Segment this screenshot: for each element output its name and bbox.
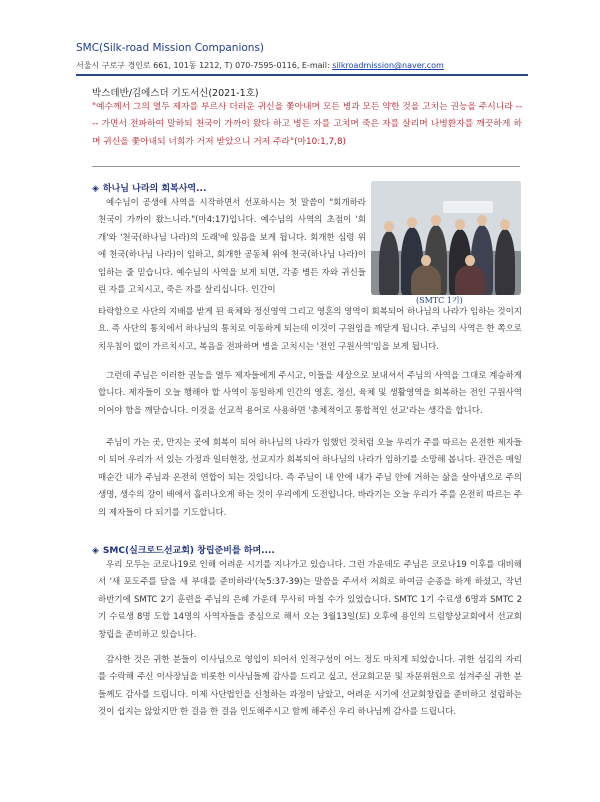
photo-person — [379, 231, 399, 295]
photo-person — [411, 265, 441, 295]
section2-paragraph-2: 감사한 것은 귀한 분들이 이사님으로 영입이 되어서 인적구성이 어느 정도 마치게 되었습니다. 귀한 섬김의 자리를 수락해 주신 이사장님을 비롯한 이사님들께 감사를 드리고 싶고, 선교회고문 및 자문위원으로 섬겨주실 귀한 분들께도 감사를 드립니다. 이제 사단법인을 신청하는 과정이 남았고, 어려운 시기에 선교회창립을 준비하고 설립하는 것이 쉽지는 않았지만 한 걸음 한 걸음 인도해주시고 함께 해주신 우리 하나님께 감사를 드립니다. — [98, 655, 522, 718]
photo-person — [455, 265, 485, 295]
photo-person-head — [407, 217, 417, 228]
address-text: 서울시 구로구 경인로 661, 101동 1212, T) 070-7595-0116, E-mail: — [76, 61, 333, 70]
photo-caption: (SMTC 1기) — [416, 296, 463, 305]
section1-heading — [92, 181, 206, 194]
letter-title: 박스데반/김에스더 기도서신(2021-1호) — [92, 88, 259, 99]
photo-person — [495, 229, 515, 295]
photo-person-head — [465, 255, 475, 266]
diamond-bullet-icon: ◈ — [92, 184, 99, 194]
email-link[interactable]: silkroadmission@naver.com — [332, 61, 444, 70]
header-divider — [76, 74, 528, 76]
scripture-quote: "예수께서 그의 열두 제자를 부르사 더러운 귀신을 쫓아내며 모든 병과 모든 약한 것을 고치는 권능을 주시니라 ---- 가면서 전파하여 말하되 천국이 가까이 왔다 하고 병든 자를 고치며 죽은 자를 살리며 나병환자를 깨끗하게 하며 귀신을 쫓아내되 너희가 거저 받았으니 거저 주라"(마10:1,7,8) — [92, 102, 522, 147]
photo-person-head — [421, 255, 431, 266]
photo-person-head — [455, 219, 465, 230]
section2-heading — [92, 543, 275, 556]
section2-heading-text: SMC(실크로드선교회) 창립준비를 하며.... — [102, 546, 275, 556]
section1-paragraph-1: 예수님이 공생애 사역을 시작하면서 선포하시는 첫 말씀이 "회개하라 천국이 가까이 왔느니라."(마4:17)입니다. 예수님의 사역의 초점이 '회개'와 '천국(하나님 나라)의 도래'에 있음을 보게 됩니다. 회개한 심령 위에 천국(하나님 나라)이 임하고, 회개한 공동체 위에 천국(하나님 나라)이 임하는 줄 믿습니다. 예수님의 사역을 보게 되면, 각종 병든 자와 귀신들린 자를 고치시고, 죽은 자를 살리십니다. 인간이 — [98, 198, 366, 296]
photo-person-head — [477, 215, 487, 226]
photo-wall-sign — [443, 201, 493, 213]
section2-paragraph-1: 우리 모두는 코로나19로 인해 어려운 시기를 지나가고 있습니다. 그런 가운데도 주님은 코로나19 이후를 대비해서 '새 포도주를 담을 새 부대를 준비하라'(눅5:37-39)는 말씀을 주셔서 저희로 하여금 순종을 하게 하셨고, 작년 하반기에 SMTC 2기 훈련을 주님의 은혜 가운데 무사히 마칠 수가 있었습니다. SMTC 1기 수료생 6명과 SMTC 2기 수료생 8명 도합 14명의 사역자들을 중심으로 해서 오는 3월13일(토) 오후에 용인의 드림향상교회에서 선교회창립을 준비하고 있습니다. — [98, 560, 522, 640]
diamond-bullet-icon: ◈ — [92, 546, 99, 556]
photo-person-head — [500, 219, 510, 230]
quote-divider — [92, 166, 520, 167]
org-name: SMC(Silk-road Mission Companions) — [76, 42, 265, 54]
section1-paragraph-3: 주님이 가는 곳, 만지는 곳에 회복이 되어 하나님의 나라가 임했던 것처럼 오늘 우리가 주를 따르는 온전한 제자들이 되어 우리가 서 있는 가정과 일터현장, 선교지가 회복되어 하나님의 나라가 임하기를 소망해 봅니다. 관건은 매일 매순간 내가 주님과 온전히 연합이 되는 것입니다. 즉 주님이 내 안에 내가 주님 안에 거하는 삶을 살아냄으로 주의 생명, 생수의 강이 배에서 흘러나오게 하는 것이 우리에게 도전입니다. 바라기는 오늘 우리가 주를 온전히 따르는 주의 제자들이 다 되기를 기도합니다. — [98, 438, 522, 518]
group-photo — [371, 181, 521, 295]
section1-paragraph-1-continued: 타락함으로 사단의 지배를 받게 된 육체와 정신영역 그리고 영혼의 영역이 회복되어 하나님의 나라가 임하는 것이지요. 즉 사단의 통치에서 하나님의 통치로 이동하게 되는데 이것이 구원임을 깨닫게 됩니다. 주님의 사역은 한 쪽으로 치우침이 없이 가르치시고, 복음을 전파하며 병을 고치시는 '전인 구원사역'임을 보게 됩니다. — [98, 307, 522, 352]
photo-person-head — [431, 215, 441, 226]
contact-line — [76, 60, 444, 71]
photo-person-head — [384, 221, 394, 232]
section1-paragraph-2: 그런데 주님은 이러한 권능을 열두 제자들에게 주시고, 이들을 세상으로 보내셔서 주님의 사역을 그대로 계승하게 합니다. 제자들이 오늘 행해야 할 사역이 동일하게 인간의 영혼, 정신, 육체 및 생활영역을 회복하는 전인 구원사역이어야 함을 깨닫습니다. 이것을 선교적 용어로 사용하면 '총체적이고 통합적인 선교'라는 생각을 합니다. — [98, 371, 522, 416]
section1-heading-text: 하나님 나라의 회복사역... — [102, 184, 207, 194]
